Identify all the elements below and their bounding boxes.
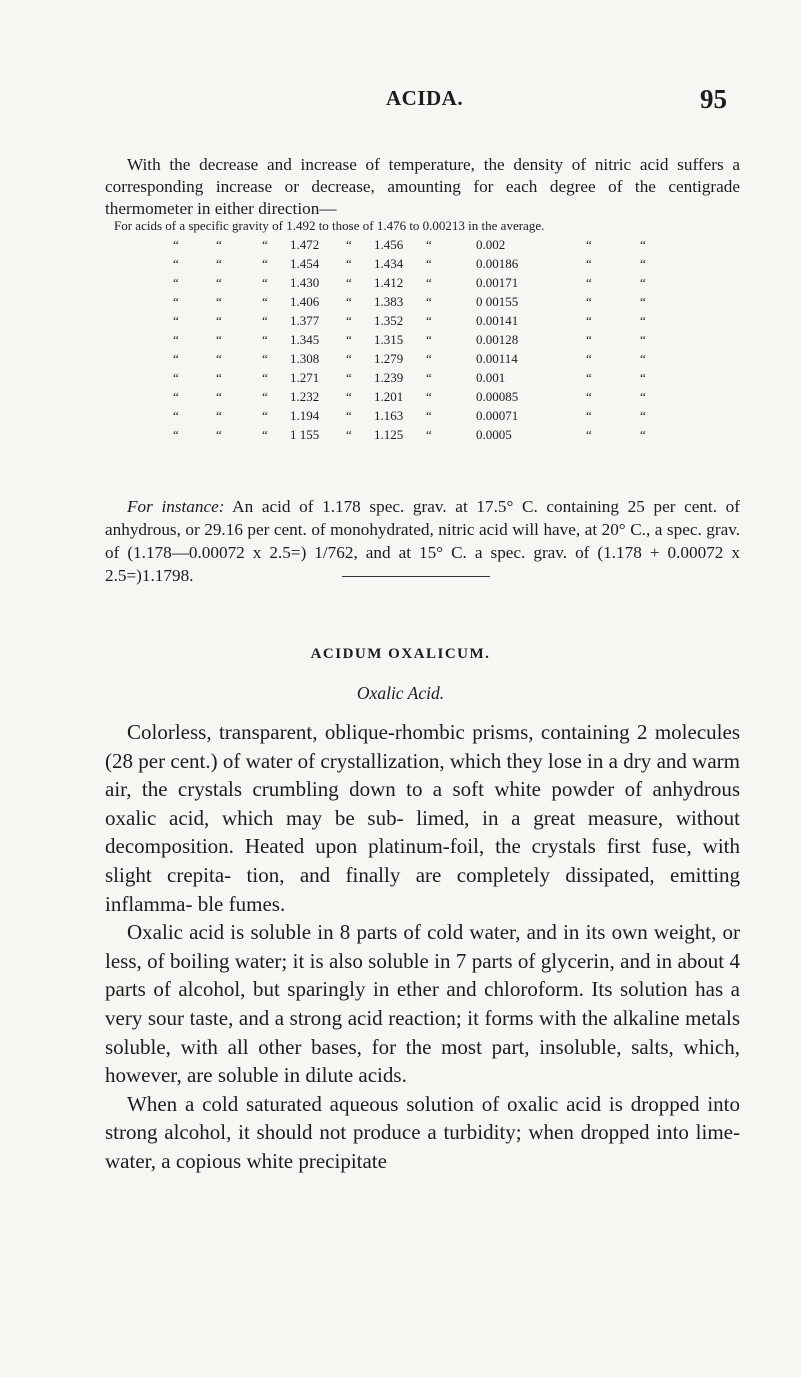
ditto-mark: “ (262, 408, 268, 423)
ditto-mark: “ (216, 256, 222, 271)
page-header (0, 86, 801, 126)
ditto-mark: “ (426, 427, 432, 442)
ditto-mark: “ (262, 427, 268, 442)
correction-value: 0.00171 (476, 275, 519, 290)
table-row (114, 349, 754, 368)
ditto-mark: “ (586, 408, 592, 423)
ditto-mark: “ (640, 408, 646, 423)
ditto-mark: “ (640, 237, 646, 252)
ditto-mark: “ (216, 275, 222, 290)
section-body (105, 718, 740, 1176)
sg-to-value: 1.456 (374, 237, 404, 252)
correction-value: 0.00186 (476, 256, 519, 271)
ditto-mark: “ (426, 408, 432, 423)
ditto-mark: “ (426, 275, 432, 290)
ditto-mark: “ (262, 389, 268, 404)
sg-from-value: 1.406 (290, 294, 320, 309)
ditto-mark: “ (173, 294, 179, 309)
ditto-mark: “ (173, 370, 179, 385)
sg-to-value: 1.163 (374, 408, 404, 423)
ditto-mark: “ (346, 294, 352, 309)
ditto-mark: “ (216, 370, 222, 385)
correction-value: 0.0005 (476, 427, 512, 442)
sg-from-value: 1.308 (290, 351, 320, 366)
table-row (114, 273, 754, 292)
table-rows (114, 235, 754, 444)
ditto-mark: “ (173, 313, 179, 328)
sg-from-value: 1.377 (290, 313, 320, 328)
sg-to-value: 1.383 (374, 294, 404, 309)
table-row (114, 425, 754, 444)
section-title: ACIDUM OXALICUM. (310, 646, 491, 662)
correction-value: 0.00128 (476, 332, 519, 347)
sg-from-value: 1.194 (290, 408, 320, 423)
sg-from-value: 1.271 (290, 370, 320, 385)
sg-from-value: 1.430 (290, 275, 320, 290)
sg-from-value: 1.232 (290, 389, 320, 404)
ditto-mark: “ (640, 256, 646, 271)
sg-to-value: 1.412 (374, 275, 404, 290)
ditto-mark: “ (262, 313, 268, 328)
ditto-mark: “ (262, 351, 268, 366)
ditto-mark: “ (586, 294, 592, 309)
table-row (114, 387, 754, 406)
ditto-mark: “ (346, 256, 352, 271)
ditto-mark: “ (586, 389, 592, 404)
ditto-mark: “ (346, 370, 352, 385)
ditto-mark: “ (426, 237, 432, 252)
sg-from-value: 1.472 (290, 237, 320, 252)
ditto-mark: “ (173, 256, 179, 271)
density-correction-table (114, 216, 754, 444)
ditto-mark: “ (173, 408, 179, 423)
ditto-mark: “ (173, 389, 179, 404)
ditto-mark: “ (216, 351, 222, 366)
section-subtitle: Oxalic Acid. (356, 683, 445, 703)
table-row (114, 235, 754, 254)
body-paragraph: Colorless, transparent, oblique-rhombic prisms, containing 2 molecules (28 per cent.) of water of crystallization, which they lose in a dry and warm air, the crystals crumbling down to a soft white powder of anhydrous oxalic acid, which may be sub- limed, in a great measure, without decomposition. Heated upon platinum-foil, the crystals first fuse, with slight crepita- tion, and finally are completely dissipated, emitting inflamma- ble fumes. (105, 720, 740, 916)
ditto-mark: “ (346, 332, 352, 347)
example-text: An acid of 1.178 spec. grav. at 17.5° C. containing 25 per cent. of anhydrous, or 29.16 per cent. of monohydrated, nitric acid will have, at 20° C., a spec. grav. of (1.178—0.00072 x 2.5=) 1/762, and at 15° C. a spec. grav. of (1.178 + 0.00072 x 2.5=)1.1798. (105, 497, 740, 585)
ditto-mark: “ (262, 332, 268, 347)
ditto-mark: “ (216, 408, 222, 423)
ditto-mark: “ (640, 313, 646, 328)
ditto-mark: “ (426, 294, 432, 309)
sg-to-value: 1.434 (374, 256, 404, 271)
ditto-mark: “ (426, 389, 432, 404)
ditto-mark: “ (586, 313, 592, 328)
ditto-mark: “ (640, 351, 646, 366)
ditto-mark: “ (173, 275, 179, 290)
ditto-mark: “ (216, 313, 222, 328)
sg-from-value: 1.345 (290, 332, 320, 347)
ditto-mark: “ (640, 427, 646, 442)
correction-value: 0 00155 (476, 294, 519, 309)
table-row (114, 292, 754, 311)
body-paragraph: Oxalic acid is soluble in 8 parts of cold water, and in its own weight, or less, of boiling water; it is also soluble in 7 parts of glycerin, and in about 4 parts of alcohol, but sparingly in ether and chloroform. Its solution has a very sour taste, and a strong acid reaction; it forms with the alkaline metals soluble, with all other bases, for the most part, insoluble, salts, which, however, are soluble in dilute acids. (105, 920, 740, 1088)
ditto-mark: “ (586, 275, 592, 290)
ditto-mark: “ (216, 237, 222, 252)
ditto-mark: “ (586, 256, 592, 271)
intro-paragraph (105, 154, 740, 220)
sg-to-value: 1.201 (374, 389, 404, 404)
body-paragraph: When a cold saturated aqueous solution of oxalic acid is dropped into strong alcohol, it should not produce a turbidity; when dropped into lime-water, a copious white precipitate (105, 1091, 740, 1173)
intro-text: With the decrease and increase of temperature, the density of nitric acid suffers a corresponding increase or decrease, amounting for each degree of the centigrade thermometer in either direction— (105, 155, 740, 218)
ditto-mark: “ (640, 294, 646, 309)
ditto-mark: “ (586, 351, 592, 366)
ditto-mark: “ (173, 332, 179, 347)
ditto-mark: “ (426, 313, 432, 328)
ditto-mark: “ (426, 370, 432, 385)
ditto-mark: “ (640, 389, 646, 404)
sg-to-value: 1.239 (374, 370, 404, 385)
running-head: ACIDA. (386, 86, 464, 110)
correction-value: 0.00085 (476, 389, 519, 404)
table-first-line: For acids of a specific gravity of 1.492 to those of 1.476 to 0.00213 in the average. (114, 218, 545, 233)
ditto-mark: “ (262, 294, 268, 309)
ditto-mark: “ (262, 237, 268, 252)
sg-to-value: 1.315 (374, 332, 404, 347)
ditto-mark: “ (346, 408, 352, 423)
ditto-mark: “ (586, 332, 592, 347)
ditto-mark: “ (173, 237, 179, 252)
ditto-mark: “ (346, 237, 352, 252)
ditto-mark: “ (173, 427, 179, 442)
ditto-mark: “ (426, 351, 432, 366)
ditto-mark: “ (640, 275, 646, 290)
example-lead: For instance: (127, 497, 225, 516)
ditto-mark: “ (640, 370, 646, 385)
table-row (114, 368, 754, 387)
ditto-mark: “ (426, 256, 432, 271)
sg-from-value: 1.454 (290, 256, 320, 271)
sg-to-value: 1.279 (374, 351, 404, 366)
table-row (114, 406, 754, 425)
ditto-mark: “ (262, 275, 268, 290)
page-number: 95 (700, 84, 727, 114)
correction-value: 0.001 (476, 370, 506, 385)
ditto-mark: “ (216, 332, 222, 347)
ditto-mark: “ (586, 427, 592, 442)
ditto-mark: “ (426, 332, 432, 347)
table-row (114, 330, 754, 349)
ditto-mark: “ (216, 294, 222, 309)
ditto-mark: “ (346, 389, 352, 404)
ditto-mark: “ (346, 313, 352, 328)
table-row (114, 311, 754, 330)
ditto-mark: “ (216, 427, 222, 442)
ditto-mark: “ (640, 332, 646, 347)
correction-value: 0.00114 (476, 351, 518, 366)
ditto-mark: “ (346, 427, 352, 442)
table-row (114, 254, 754, 273)
ditto-mark: “ (346, 351, 352, 366)
correction-value: 0.002 (476, 237, 506, 252)
example-paragraph (105, 495, 740, 587)
ditto-mark: “ (173, 351, 179, 366)
ditto-mark: “ (586, 237, 592, 252)
correction-value: 0.00071 (476, 408, 519, 423)
sg-to-value: 1.352 (374, 313, 404, 328)
ditto-mark: “ (216, 389, 222, 404)
section-divider (342, 576, 490, 577)
ditto-mark: “ (262, 256, 268, 271)
sg-from-value: 1 155 (290, 427, 320, 442)
correction-value: 0.00141 (476, 313, 519, 328)
ditto-mark: “ (346, 275, 352, 290)
ditto-mark: “ (262, 370, 268, 385)
sg-to-value: 1.125 (374, 427, 404, 442)
ditto-mark: “ (586, 370, 592, 385)
